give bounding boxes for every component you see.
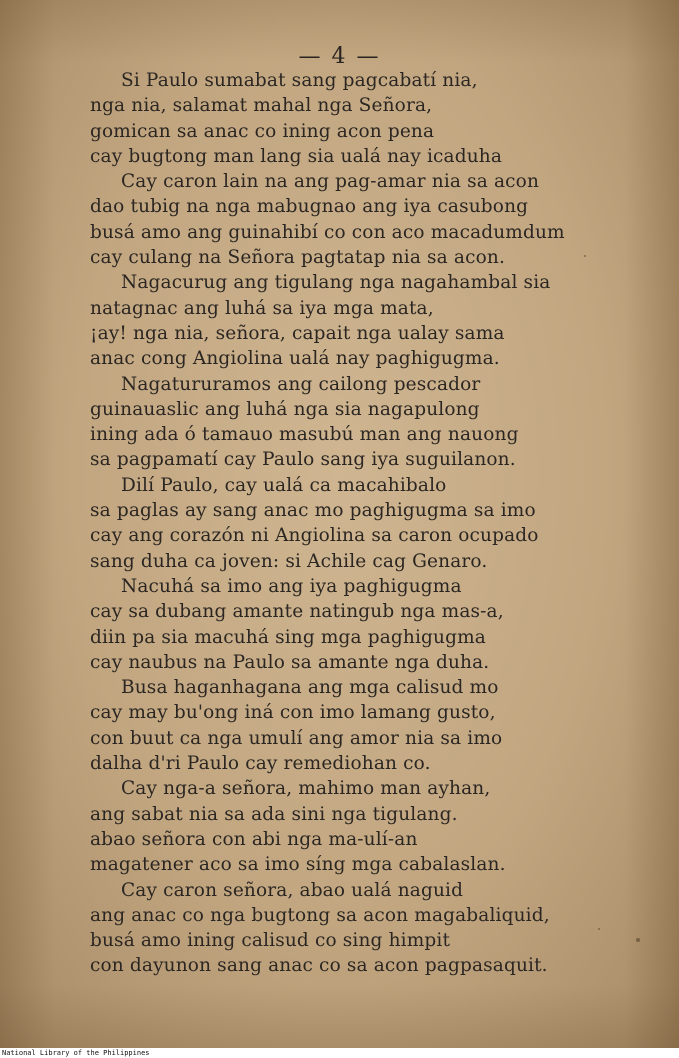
poem-line: Cay caron lain na ang pag-amar nia sa acon (121, 171, 540, 193)
poem-line: anac cong Angiolina ualá nay paghigugma. (90, 348, 500, 370)
poem-line: sa pagpamatí cay Paulo sang iya suguilanon. (90, 449, 516, 471)
poem-line: ¡ay! nga nia, señora, capait nga ualay sama (90, 322, 505, 344)
poem-line: Cay caron señora, abao ualá naguid (121, 879, 464, 901)
poem-line: cay culang na Señora pagtatap nia sa acon. (90, 247, 505, 269)
stanza (90, 68, 610, 169)
poem-line: Si Paulo sumabat sang pagcabatí nia, (121, 70, 478, 91)
poem-line: Nacuhá sa imo ang iya paghigugma (121, 575, 462, 597)
poem-line: ang anac co nga bugtong sa acon magabaliquid, (90, 904, 550, 926)
poem-line: ang sabat nia sa ada sini nga tigulang. (90, 803, 458, 825)
poem-line: guinauaslic ang luhá nga sia nagapulong (90, 398, 480, 420)
poem-line: cay may bu'ong iná con imo lamang gusto, (90, 702, 496, 724)
poem-line: dalha d'ri Paulo cay remediohan co. (90, 753, 431, 775)
stanza (90, 372, 610, 473)
poem-line: sa paglas ay sang anac mo paghigugma sa imo (90, 500, 536, 522)
stanza (90, 675, 610, 776)
poem-line: diin pa sia macuhá sing mga paghigugma (90, 626, 486, 648)
footer-strip (0, 1049, 679, 1058)
poem-line: Dilí Paulo, cay ualá ca macahibalo (121, 474, 447, 496)
page-number: — 4 — (298, 44, 381, 69)
poem-line: Busa haganhagana ang mga calisud mo (121, 677, 499, 699)
stanza (90, 169, 610, 270)
library-credit: National Library of the Philippines (2, 1049, 150, 1057)
poem-line: ining ada ó tamauo masubú man ang nauong (90, 424, 519, 446)
poem-line: Cay nga-a señora, mahimo man ayhan, (121, 778, 491, 800)
poem-line: gomican sa anac co ining acon pena (90, 120, 435, 142)
poem-text (90, 68, 610, 979)
poem-line: nga nia, salamat mahal nga Señora, (90, 95, 433, 117)
poem-line: cay naubus na Paulo sa amante nga duha. (90, 651, 490, 673)
poem-line: Nagacurug ang tigulang nga nagahambal sia (121, 272, 551, 294)
paper-speck (598, 928, 600, 930)
poem-line: busá amo ining calisud co sing himpit (90, 930, 451, 952)
stanza (90, 574, 610, 675)
poem-line: cay bugtong man lang sia ualá nay icaduha (90, 145, 503, 167)
stanza (90, 776, 610, 877)
poem-line: Nagatururamos ang cailong pescador (121, 373, 481, 395)
poem-line: con dayunon sang anac co sa acon pagpasaquit. (90, 955, 548, 977)
poem-line: cay sa dubang amante natingub nga mas-a, (90, 601, 504, 623)
poem-line: natagnac ang luhá sa iya mga mata, (90, 297, 434, 319)
poem-line: sang duha ca joven: si Achile cag Genaro. (90, 550, 488, 572)
stanza (90, 878, 610, 979)
poem-line: busá amo ang guinahibí co con aco macadumdum (90, 221, 565, 243)
paper-speck (584, 255, 586, 257)
stanza (90, 473, 610, 574)
poem-line: magatener aco sa imo síng mga cabalaslan. (90, 854, 506, 876)
poem-line: dao tubig na nga mabugnao ang iya casubong (90, 196, 529, 218)
poem-line: cay ang corazón ni Angiolina sa caron ocupado (90, 525, 539, 547)
stanza (90, 270, 610, 371)
poem-line: con buut ca nga umulí ang amor nia sa imo (90, 727, 503, 749)
paper-speck (636, 938, 640, 942)
poem-line: abao señora con abi nga ma-ulí-an (90, 828, 418, 850)
